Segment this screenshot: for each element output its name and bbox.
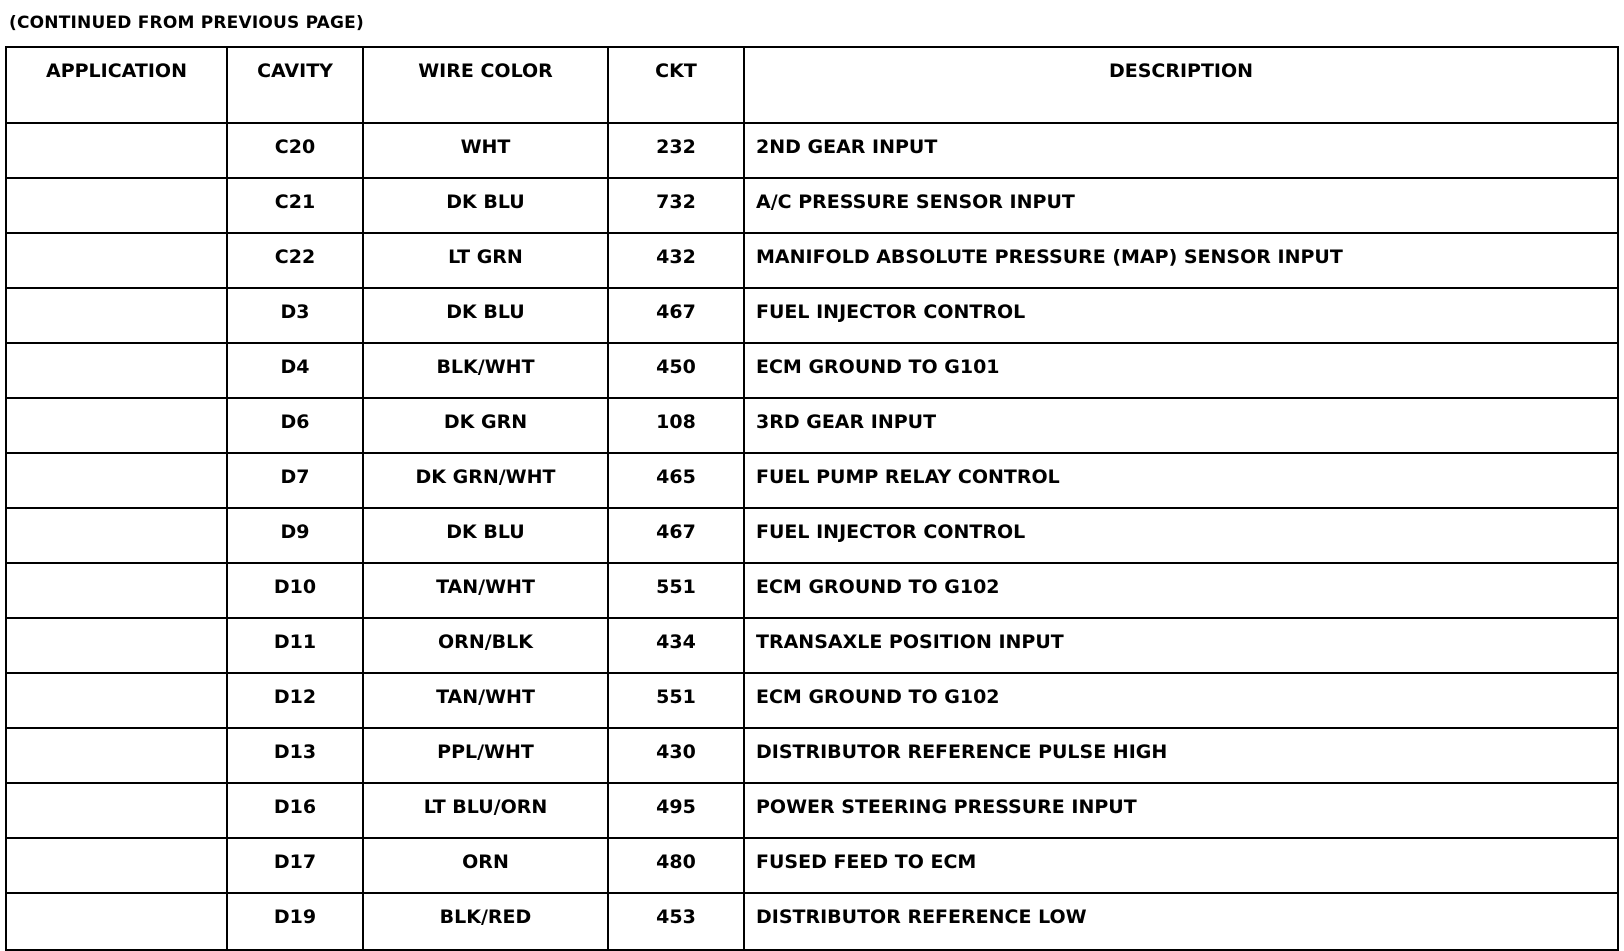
cell-application bbox=[6, 783, 227, 838]
header-cavity: CAVITY bbox=[227, 47, 363, 123]
header-ckt: CKT bbox=[608, 47, 744, 123]
cell-ckt: 732 bbox=[608, 178, 744, 233]
cell-ckt: 430 bbox=[608, 728, 744, 783]
header-application: APPLICATION bbox=[6, 47, 227, 123]
cell-cavity: D10 bbox=[227, 563, 363, 618]
table-row bbox=[6, 343, 1618, 398]
cell-application bbox=[6, 233, 227, 288]
cell-cavity: D19 bbox=[227, 893, 363, 950]
cell-application bbox=[6, 453, 227, 508]
cell-wire-color: LT BLU/ORN bbox=[363, 783, 608, 838]
header-wire-color: WIRE COLOR bbox=[363, 47, 608, 123]
table-row bbox=[6, 673, 1618, 728]
cell-cavity: D3 bbox=[227, 288, 363, 343]
cell-description: DISTRIBUTOR REFERENCE PULSE HIGH bbox=[744, 728, 1618, 783]
cell-cavity: D12 bbox=[227, 673, 363, 728]
cell-cavity: D6 bbox=[227, 398, 363, 453]
cell-application bbox=[6, 618, 227, 673]
cell-ckt: 551 bbox=[608, 563, 744, 618]
cell-cavity: D17 bbox=[227, 838, 363, 893]
cell-application bbox=[6, 343, 227, 398]
cell-wire-color: ORN/BLK bbox=[363, 618, 608, 673]
table-row bbox=[6, 178, 1618, 233]
cell-application bbox=[6, 508, 227, 563]
cell-application bbox=[6, 178, 227, 233]
table-row bbox=[6, 893, 1618, 950]
cell-ckt: 480 bbox=[608, 838, 744, 893]
cell-description: A/C PRESSURE SENSOR INPUT bbox=[744, 178, 1618, 233]
cell-application bbox=[6, 398, 227, 453]
cell-description: 2ND GEAR INPUT bbox=[744, 123, 1618, 178]
table-header bbox=[6, 47, 1618, 123]
cell-ckt: 108 bbox=[608, 398, 744, 453]
cell-wire-color: LT GRN bbox=[363, 233, 608, 288]
cell-application bbox=[6, 123, 227, 178]
continued-note: (CONTINUED FROM PREVIOUS PAGE) bbox=[9, 13, 364, 33]
cell-ckt: 453 bbox=[608, 893, 744, 950]
cell-application bbox=[6, 838, 227, 893]
cell-description: ECM GROUND TO G102 bbox=[744, 673, 1618, 728]
table-row bbox=[6, 838, 1618, 893]
cell-ckt: 495 bbox=[608, 783, 744, 838]
cell-cavity: D7 bbox=[227, 453, 363, 508]
cell-application bbox=[6, 673, 227, 728]
cell-wire-color: DK GRN bbox=[363, 398, 608, 453]
cell-wire-color: DK BLU bbox=[363, 178, 608, 233]
cell-description: MANIFOLD ABSOLUTE PRESSURE (MAP) SENSOR INPUT bbox=[744, 233, 1618, 288]
cell-description: 3RD GEAR INPUT bbox=[744, 398, 1618, 453]
header-row bbox=[6, 47, 1618, 123]
table-row bbox=[6, 563, 1618, 618]
table-row bbox=[6, 233, 1618, 288]
table-row bbox=[6, 398, 1618, 453]
cell-ckt: 232 bbox=[608, 123, 744, 178]
cell-wire-color: WHT bbox=[363, 123, 608, 178]
cell-ckt: 450 bbox=[608, 343, 744, 398]
cell-application bbox=[6, 728, 227, 783]
header-description: DESCRIPTION bbox=[744, 47, 1618, 123]
table-body bbox=[6, 123, 1618, 950]
cell-description: POWER STEERING PRESSURE INPUT bbox=[744, 783, 1618, 838]
cell-description: FUEL INJECTOR CONTROL bbox=[744, 288, 1618, 343]
cell-cavity: D13 bbox=[227, 728, 363, 783]
cell-cavity: D9 bbox=[227, 508, 363, 563]
cell-application bbox=[6, 563, 227, 618]
cell-ckt: 551 bbox=[608, 673, 744, 728]
cell-description: FUEL INJECTOR CONTROL bbox=[744, 508, 1618, 563]
cell-wire-color: DK BLU bbox=[363, 288, 608, 343]
cell-application bbox=[6, 893, 227, 950]
cell-wire-color: BLK/WHT bbox=[363, 343, 608, 398]
table-row bbox=[6, 288, 1618, 343]
cell-description: TRANSAXLE POSITION INPUT bbox=[744, 618, 1618, 673]
cell-wire-color: TAN/WHT bbox=[363, 673, 608, 728]
cell-cavity: C21 bbox=[227, 178, 363, 233]
cell-description: DISTRIBUTOR REFERENCE LOW bbox=[744, 893, 1618, 950]
cell-application bbox=[6, 288, 227, 343]
cell-cavity: C20 bbox=[227, 123, 363, 178]
cell-ckt: 465 bbox=[608, 453, 744, 508]
cell-ckt: 467 bbox=[608, 288, 744, 343]
cell-cavity: C22 bbox=[227, 233, 363, 288]
cell-ckt: 467 bbox=[608, 508, 744, 563]
cell-description: ECM GROUND TO G101 bbox=[744, 343, 1618, 398]
cell-wire-color: ORN bbox=[363, 838, 608, 893]
cell-description: ECM GROUND TO G102 bbox=[744, 563, 1618, 618]
cell-wire-color: DK BLU bbox=[363, 508, 608, 563]
cell-ckt: 432 bbox=[608, 233, 744, 288]
cell-cavity: D16 bbox=[227, 783, 363, 838]
table-row bbox=[6, 508, 1618, 563]
cell-description: FUEL PUMP RELAY CONTROL bbox=[744, 453, 1618, 508]
cell-wire-color: PPL/WHT bbox=[363, 728, 608, 783]
table-row bbox=[6, 618, 1618, 673]
cell-cavity: D4 bbox=[227, 343, 363, 398]
cell-description: FUSED FEED TO ECM bbox=[744, 838, 1618, 893]
cell-cavity: D11 bbox=[227, 618, 363, 673]
table-row bbox=[6, 123, 1618, 178]
table-row bbox=[6, 728, 1618, 783]
cell-wire-color: BLK/RED bbox=[363, 893, 608, 950]
cell-wire-color: TAN/WHT bbox=[363, 563, 608, 618]
table-row bbox=[6, 783, 1618, 838]
table-row bbox=[6, 453, 1618, 508]
cell-wire-color: DK GRN/WHT bbox=[363, 453, 608, 508]
cell-ckt: 434 bbox=[608, 618, 744, 673]
wiring-table bbox=[5, 46, 1619, 951]
